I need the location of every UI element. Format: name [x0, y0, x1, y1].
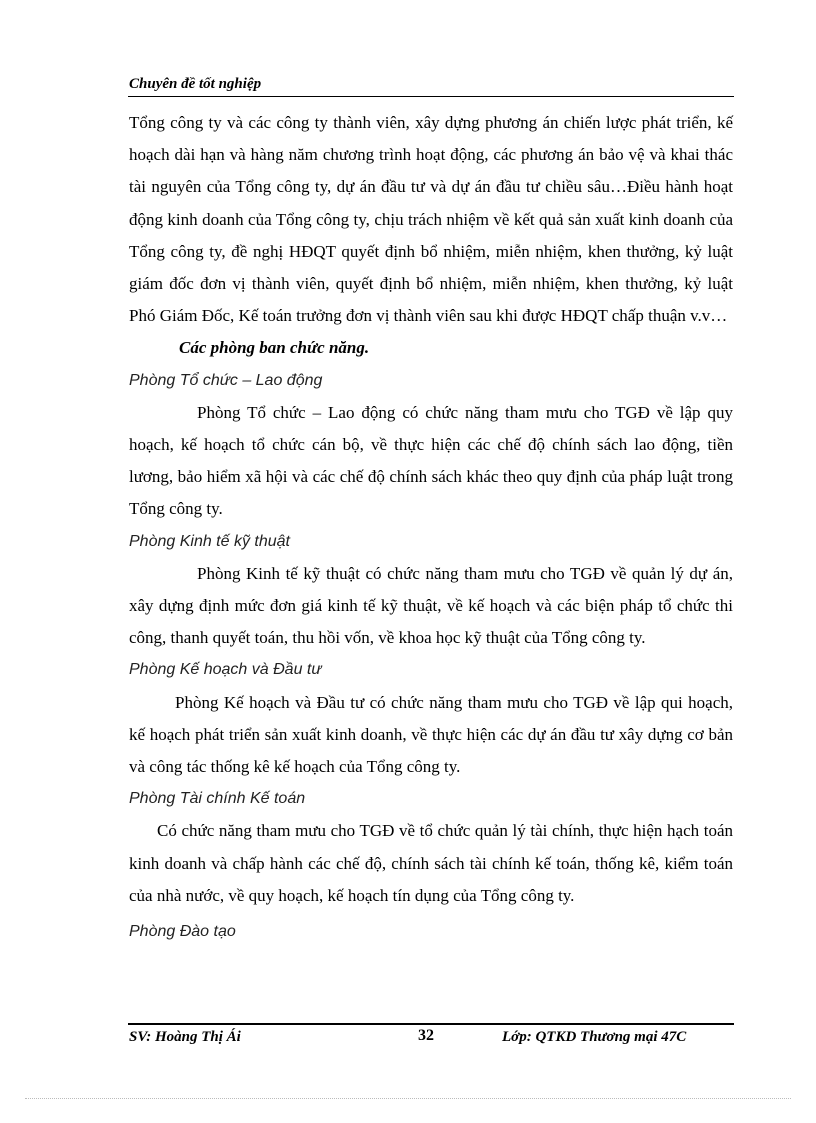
dept-heading-training: Phòng Đào tạo	[129, 923, 236, 941]
dept-heading-economic-technical: Phòng Kinh tế kỹ thuật	[129, 532, 290, 550]
footer-page-number: 32	[418, 1027, 434, 1044]
intro-paragraph: Tổng công ty và các công ty thành viên, xây dựng phương án chiến lược phát triển, kế hoạch dài hạn và hàng năm chương trình hoạt động, các phương án bảo vệ và khai thác tài nguyên của Tổng công ty, dự án đầu tư và dự án đầu tư chiều sâu…Điều hành hoạt động kinh doanh của Tổng công ty, chịu trách nhiệm về kết quả sản xuất kinh doanh của Tổng công ty, đề nghị HĐQT quyết định bổ nhiệm, miễn nhiệm, khen thưởng, kỷ luật giám đốc đơn vị thành viên, quyết định bổ nhiệm, miễn nhiệm, khen thưởng, kỷ luật Phó Giám Đốc, Kế toán trưởng đơn vị thành viên sau khi được HĐQT chấp thuận v.v…	[129, 113, 733, 326]
dept-heading-finance-accounting: Phòng Tài chính Kế toán	[129, 790, 306, 808]
dept-heading-planning-investment: Phòng Kế hoạch và Đầu tư	[129, 661, 322, 679]
page-bottom-dotted-border	[25, 1098, 791, 1099]
dept-heading-organization: Phòng Tổ chức – Lao động	[129, 371, 323, 389]
footer-rule	[128, 1023, 734, 1025]
dept-text-planning-investment: Phòng Kế hoạch và Đầu tư có chức năng tham mưu cho TGĐ về lập qui hoạch, kế hoạch phát triển sản xuất kinh doanh, về thực hiện các dự án đầu tư xây dựng cơ bản và công tác thống kê kế hoạch của Tổng công ty.	[129, 692, 733, 777]
footer-student-name: SV: Hoàng Thị Ái	[129, 1029, 241, 1045]
running-header-title: Chuyên đề tốt nghiệp	[129, 76, 262, 92]
dept-text-organization: Phòng Tổ chức – Lao động có chức năng tham mưu cho TGĐ về lập quy hoạch, kế hoạch tổ chức cán bộ, về thực hiện các chế độ chính sách lao động, tiền lương, bảo hiểm xã hội và các chế độ chính sách khác theo quy định của pháp luật trong Tổng công ty.	[129, 402, 733, 519]
header-rule	[128, 96, 734, 97]
dept-text-finance-accounting: Có chức năng tham mưu cho TGĐ về tổ chức quản lý tài chính, thực hiện hạch toán kinh doanh và chấp hành các chế độ, chính sách tài chính kế toán, thống kê, kiểm toán của nhà nước, về quy hoạch, kế hoạch tín dụng của Tổng công ty.	[129, 821, 733, 905]
section-title: Các phòng ban chức năng.	[179, 338, 370, 358]
page-body	[129, 107, 733, 948]
dept-text-economic-technical: Phòng Kinh tế kỹ thuật có chức năng tham mưu cho TGĐ về quản lý dự án, xây dựng định mức đơn giá kinh tế kỹ thuật, về kế hoạch và các biện pháp tổ chức thi công, thanh quyết toán, thu hồi vốn, về khoa học kỹ thuật của Tổng công ty.	[129, 563, 733, 648]
footer-class: Lớp: QTKD Thương mại 47C	[502, 1029, 687, 1045]
